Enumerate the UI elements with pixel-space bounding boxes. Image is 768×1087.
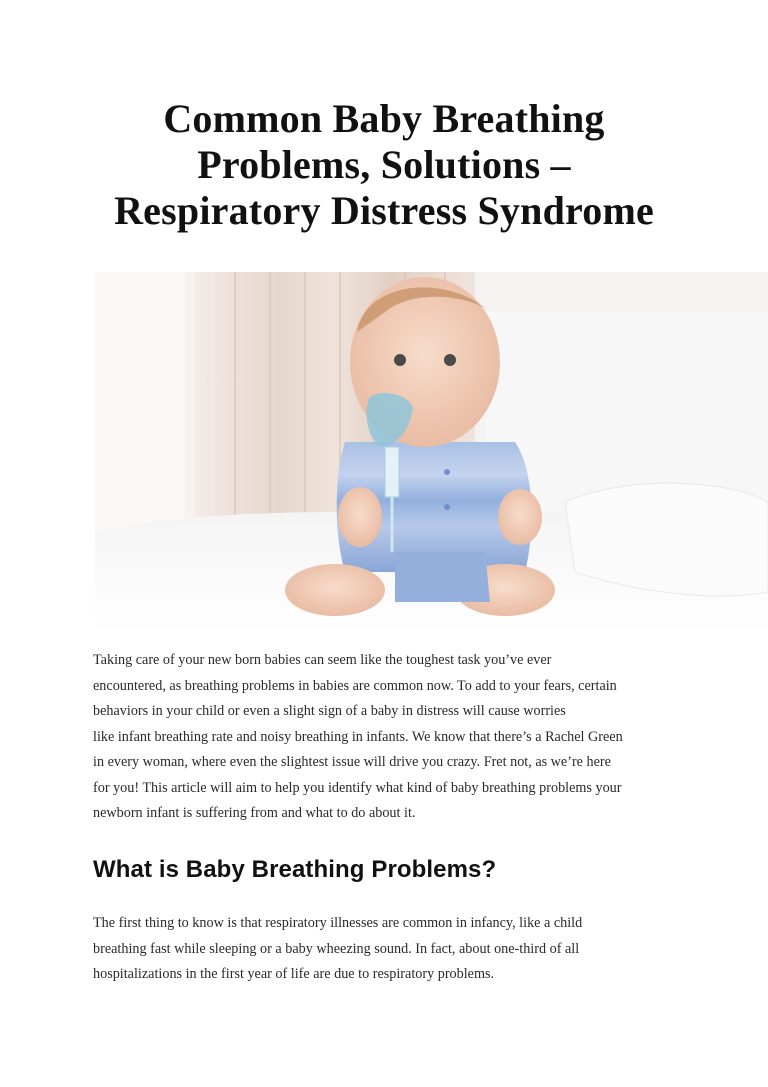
photo-image-icon — [95, 272, 768, 634]
paragraph-line: encountered, as breathing problems in babies are common now. To add to your fears, certain — [93, 677, 617, 694]
paragraph-line: hospitalizations in the first year of life are due to respiratory problems. — [93, 966, 495, 982]
paragraph-line: like infant breathing rate and noisy breathing in infants. We know that there’s a Rachel Green — [93, 728, 623, 745]
paragraph-line: breathing fast while sleeping or a baby wheezing sound. In fact, about one-third of all — [93, 940, 580, 957]
paragraph-line: newborn infant is suffering from and what to do about it. — [93, 805, 416, 821]
intro-paragraph — [93, 648, 693, 827]
paragraph-line: The first thing to know is that respiratory illnesses are common in infancy, like a child — [93, 915, 583, 931]
page-title — [60, 96, 708, 234]
title-line: Common Baby Breathing — [163, 96, 605, 141]
paragraph-line: in every woman, where even the slightest issue will drive you crazy. Fret not, as we’re here — [93, 754, 611, 770]
paragraph-line: behaviors in your child or even a slight sign of a baby in distress will cause worries — [93, 703, 566, 719]
title-line: Respiratory Distress Syndrome — [114, 188, 654, 233]
paragraph-line: Taking care of your new born babies can seem like the toughest task you’ve ever — [93, 652, 552, 668]
paragraph-line: for you! This article will aim to help you identify what kind of baby breathing problems your — [93, 779, 622, 796]
hero-image — [95, 272, 768, 634]
section-heading: What is Baby Breathing Problems? — [93, 856, 497, 883]
title-line: Problems, Solutions – — [197, 142, 571, 187]
section-paragraph — [93, 911, 693, 988]
